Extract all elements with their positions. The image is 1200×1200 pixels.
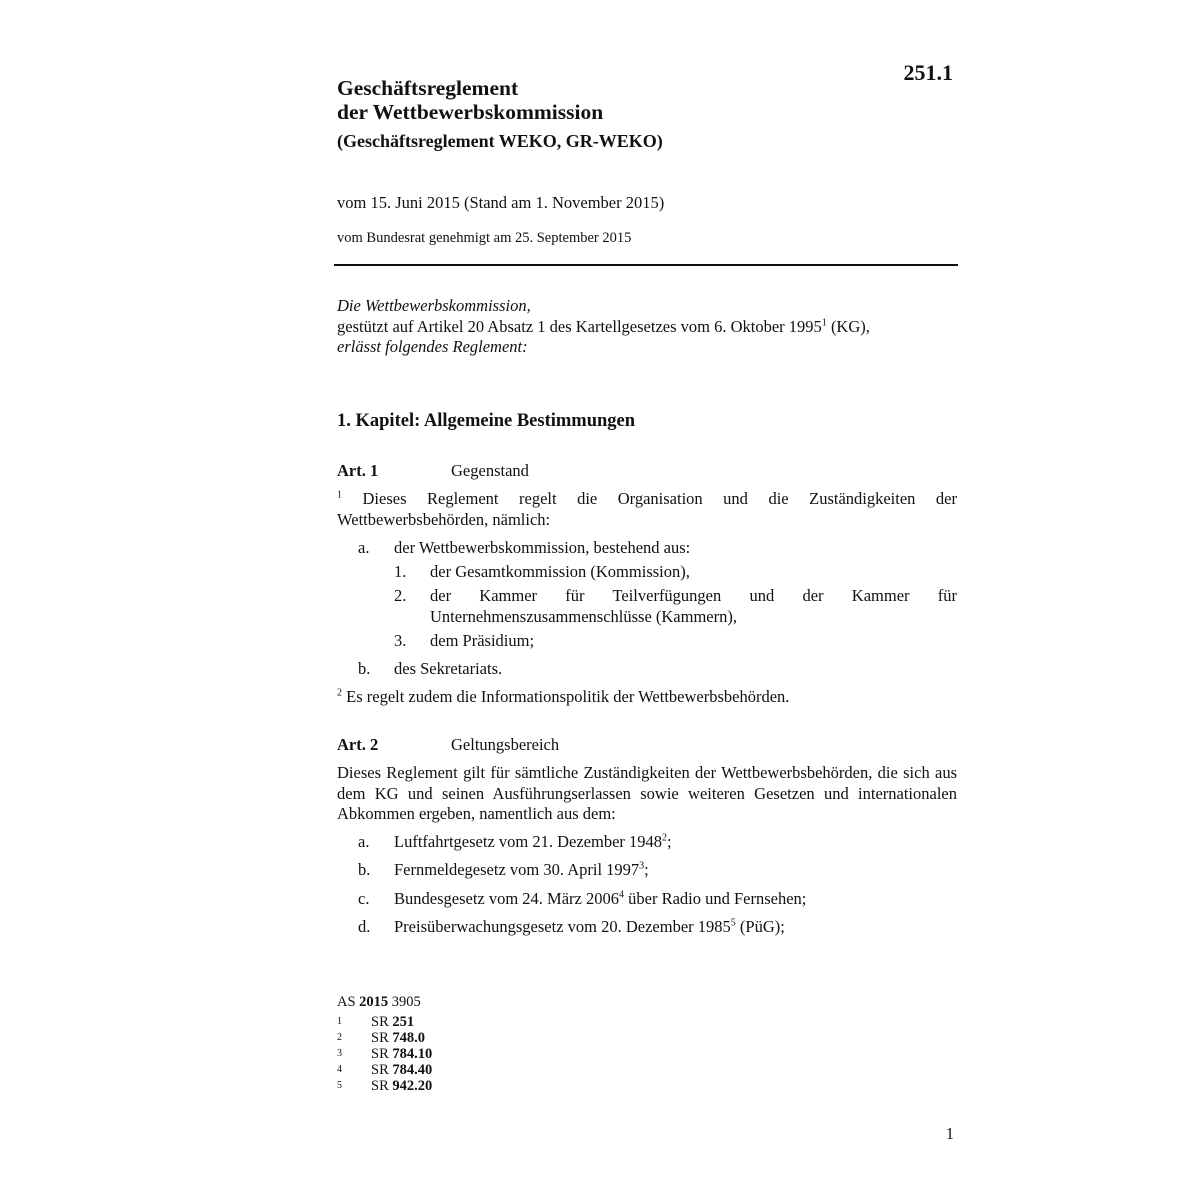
footnote-text xyxy=(371,1014,414,1030)
list-label: 2. xyxy=(394,586,407,605)
item-tail: ; xyxy=(667,832,672,851)
list-label: a. xyxy=(358,538,370,557)
footnote-sr-number: 748.0 xyxy=(392,1030,425,1046)
footnote-ref-4[interactable]: 4 xyxy=(619,889,624,901)
list-text xyxy=(394,917,957,938)
footnote-ref-1[interactable]: 1 xyxy=(821,317,827,328)
footnote-sr-number: 942.20 xyxy=(392,1078,433,1094)
official-collection-ref xyxy=(337,994,421,1011)
footnote-text xyxy=(371,1062,432,1078)
list-text xyxy=(394,889,957,910)
list-item xyxy=(0,538,1200,558)
preamble-line-2-text: gestützt auf Artikel 20 Absatz 1 des Kartellgesetzes vom 6. Oktober 1995 xyxy=(337,316,822,336)
list-text: dem Präsidium; xyxy=(430,631,535,650)
footnote-ref-5[interactable]: 5 xyxy=(730,917,736,929)
footnote-prefix: SR xyxy=(371,1014,393,1030)
list-label: a. xyxy=(358,832,370,851)
list-item xyxy=(0,917,1200,937)
art-1-title: Gegenstand xyxy=(451,461,529,480)
list-label: c. xyxy=(358,889,370,908)
document-title xyxy=(337,76,603,124)
list-label: 3. xyxy=(394,631,407,650)
sr-number: 251.1 xyxy=(903,60,953,85)
item-text: Preisüberwachungsgesetz vom 20. Dezember 1985 xyxy=(394,917,731,936)
title-line-1: Geschäftsreglement xyxy=(337,76,519,100)
art-2-intro: Dieses Reglement gilt für sämtliche Zuständigkeiten der Wettbewerbsbehörden, die sich aus dem KG und seinen Ausführungserlassen sowie weiteren Gesetzen und internationalen Abkommen ergeben, namentlich aus dem: xyxy=(337,763,957,823)
item-tail: ; xyxy=(644,860,649,879)
footnote-sr-number: 784.40 xyxy=(392,1062,433,1078)
art-2-number: Art. 2 xyxy=(337,735,379,754)
footnote-number: 1 xyxy=(337,1016,342,1027)
paragraph-number: 2 xyxy=(337,687,342,699)
footnote-text xyxy=(371,1046,432,1062)
list-label: b. xyxy=(358,659,371,678)
item-tail: (PüG); xyxy=(735,917,785,936)
item-text: Luftfahrtgesetz vom 21. Dezember 1948 xyxy=(394,832,663,851)
as-prefix: AS xyxy=(337,994,360,1010)
footnote-prefix: SR xyxy=(371,1046,393,1062)
footnote-prefix: SR xyxy=(371,1062,393,1078)
as-page: 3905 xyxy=(388,994,421,1010)
page-number: 1 xyxy=(945,1124,954,1143)
footnote-ref-3[interactable]: 3 xyxy=(639,860,645,872)
art-1-paragraph-2 xyxy=(337,687,957,708)
list-item xyxy=(0,889,1200,909)
list-label: d. xyxy=(358,917,371,936)
art-1-heading xyxy=(337,461,957,481)
title-line-2: der Wettbewerbskommission xyxy=(337,100,604,124)
art-1-paragraph-1-text: Dieses Reglement regelt die Organisation und die Zuständigkeiten der Wettbewerbsbehörden, nämlich: xyxy=(337,489,957,529)
preamble-line-1: Die Wettbewerbskommission, xyxy=(337,296,531,315)
footnote-number: 3 xyxy=(337,1048,342,1059)
list-text: der Kammer für Teilverfügungen und der Kammer für Unternehmenszusammenschlüsse (Kammern), xyxy=(430,586,957,626)
approval-note: vom Bundesrat genehmigt am 25. September 2015 xyxy=(337,230,632,246)
preamble xyxy=(337,296,957,358)
list-item xyxy=(0,659,1200,679)
list-label: b. xyxy=(358,860,371,879)
art-1-paragraph-2-text: Es regelt zudem die Informationspolitik der Wettbewerbsbehörden. xyxy=(342,687,790,706)
as-year: 2015 xyxy=(359,994,389,1010)
chapter-1-title: 1. Kapitel: Allgemeine Bestimmungen xyxy=(337,411,636,431)
document-subtitle: (Geschäftsreglement WEKO, GR-WEKO) xyxy=(337,131,663,151)
art-2-heading xyxy=(337,735,957,755)
footnote-sr-number: 251 xyxy=(392,1014,415,1030)
footnote xyxy=(0,1014,1200,1030)
footnote xyxy=(0,1030,1200,1046)
footnote-number: 2 xyxy=(337,1032,342,1043)
footnote xyxy=(0,1046,1200,1062)
item-text: Fernmeldegesetz vom 30. April 1997 xyxy=(394,860,640,879)
item-text: Bundesgesetz vom 24. März 2006 xyxy=(394,889,619,908)
footnote-number: 4 xyxy=(337,1064,342,1075)
list-text xyxy=(394,860,957,881)
item-tail: über Radio und Fernsehen; xyxy=(624,889,807,908)
footnote-prefix: SR xyxy=(371,1078,393,1094)
list-item xyxy=(0,860,1200,880)
list-text: des Sekretariats. xyxy=(394,659,503,678)
footnote xyxy=(0,1078,1200,1094)
footnote-number: 5 xyxy=(337,1080,342,1091)
list-text xyxy=(394,832,957,853)
footnote-sr-number: 784.10 xyxy=(392,1046,433,1062)
footnote xyxy=(0,1062,1200,1078)
preamble-line-2-tail: (KG), xyxy=(826,316,870,336)
footnote-text xyxy=(371,1030,425,1046)
list-item xyxy=(0,562,1200,582)
paragraph-number: 1 xyxy=(337,489,342,501)
document-date: vom 15. Juni 2015 (Stand am 1. November 2015) xyxy=(337,193,665,212)
footnote-ref-2[interactable]: 2 xyxy=(662,832,668,844)
list-item xyxy=(0,631,1200,651)
list-text: der Gesamtkommission (Kommission), xyxy=(430,562,690,581)
art-1-paragraph-1 xyxy=(337,489,957,530)
art-2-title: Geltungsbereich xyxy=(451,735,560,754)
footnote-text xyxy=(371,1078,432,1094)
preamble-line-2 xyxy=(337,317,957,338)
art-1-number: Art. 1 xyxy=(337,461,379,480)
list-label: 1. xyxy=(394,562,407,581)
list-item xyxy=(0,586,1200,628)
list-item xyxy=(0,832,1200,852)
footnote-prefix: SR xyxy=(371,1030,393,1046)
list-text: der Wettbewerbskommission, bestehend aus: xyxy=(394,538,691,557)
preamble-line-3: erlässt folgendes Reglement: xyxy=(337,337,528,356)
header-divider xyxy=(334,264,958,266)
